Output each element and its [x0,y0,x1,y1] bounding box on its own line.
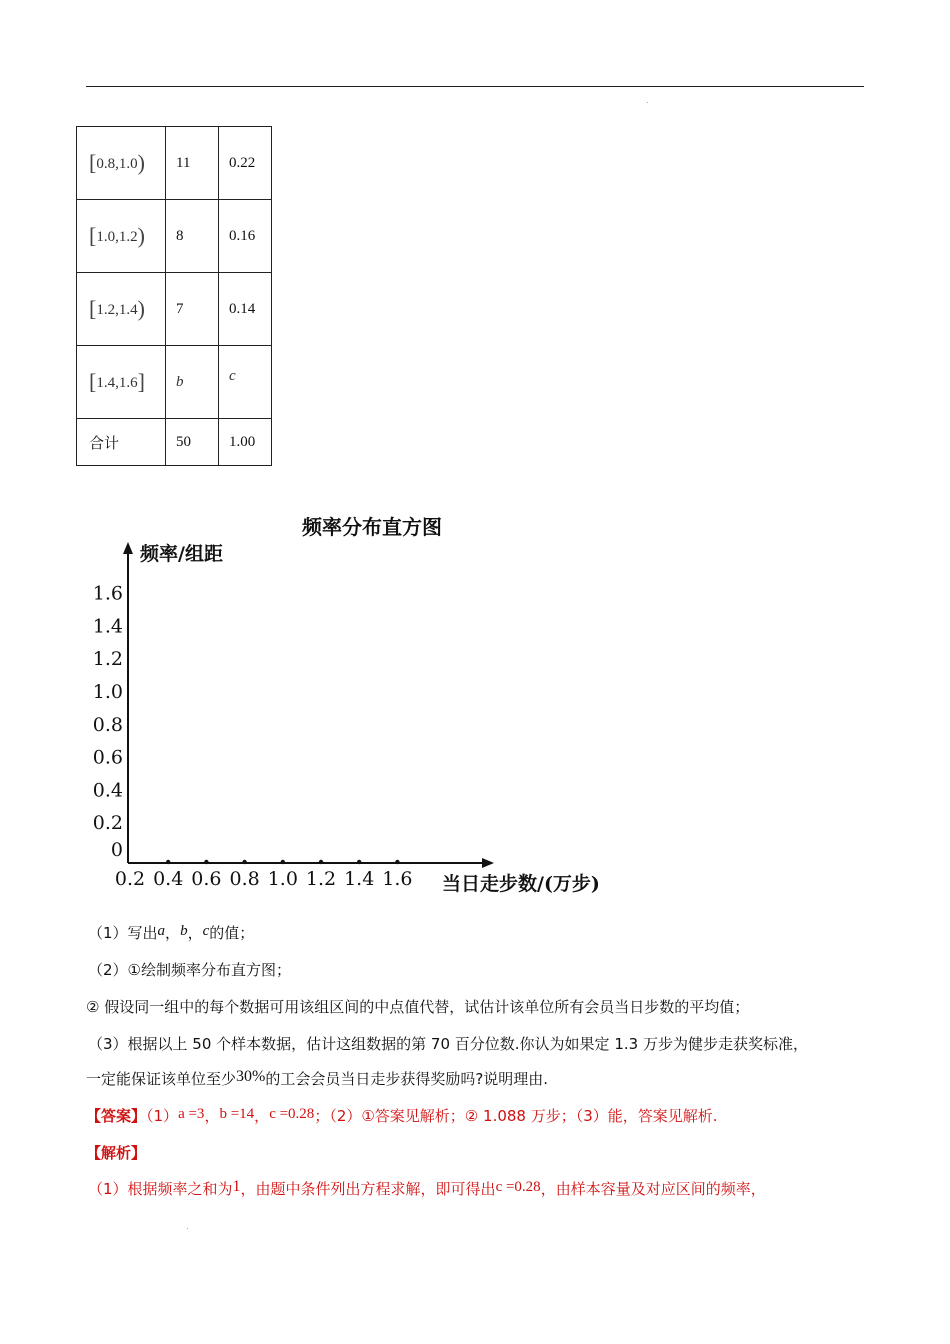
count-cell [166,127,219,200]
analysis-c: c =0.28 [495,1179,541,1195]
frequency-value: 0.16 [229,227,256,244]
x-axis-arrow [482,858,494,868]
x-tick-label: 0.8 [229,868,260,890]
y-tick-label: 0.6 [92,746,123,769]
interval-cell [77,346,166,419]
percent-30: 30% [236,1068,266,1085]
analysis-line1-suffix: ，由样本容量及对应区间的频率， [540,1180,766,1198]
x-tick-mark [319,860,323,864]
total-frequency: 1.00 [219,419,272,466]
answer-part1-prefix: （1） [146,1107,179,1125]
interval-cell [77,273,166,346]
answer-label: 【答案】 [86,1107,147,1125]
table-row [77,127,272,200]
header-dot: . [646,96,649,105]
var-b: b [180,923,188,939]
x-tick-mark [204,860,208,864]
x-tick-label: 1.2 [305,868,337,890]
x-tick-mark [357,860,361,864]
question-3-line1: （3）根据以上 50 个样本数据，估计这组数据的第 70 百分位数.你认为如果定 1.3 万步为健步走获奖标准， [88,1035,808,1053]
x-tick-label: 0.2 [114,868,146,890]
question-3-line2-suffix: 的工会会员当日走步获得奖励吗?说明理由. [265,1070,549,1088]
answer-b: b =14 [219,1106,255,1122]
interval-left-bracket: [ [89,150,97,175]
answer-rest: ；（2）①答案见解析；② 1.088 万步；（3）能，答案见解析. [314,1107,718,1125]
y-tick-label: 0.4 [92,779,123,802]
answer-sep1: ， [204,1107,220,1125]
interval-values: 1.0,1.2 [96,229,138,245]
analysis-label: 【解析】 [86,1144,147,1162]
table-row [77,273,272,346]
x-tick-label: 1.6 [382,868,413,890]
interval-left-bracket: [ [89,369,97,394]
analysis-line1-mid: ，由题中条件列出方程求解，即可得出 [240,1180,496,1198]
y-tick-label: 0 [110,839,123,861]
question-3-line2-prefix: 一定能保证该单位至少 [86,1070,237,1088]
question-1-sep2: ， [187,924,203,942]
interval-left-bracket: [ [89,223,97,248]
frequency-table [76,126,272,466]
total-label: 合计 [77,419,166,466]
x-tick-mark [281,860,285,864]
count-value: b [176,373,184,390]
y-tick-label: 1.0 [92,681,123,703]
frequency-cell [219,346,272,419]
frequency-value: 0.14 [229,300,256,317]
question-3-line2 [86,1068,548,1091]
count-value: 7 [176,300,184,317]
question-1-suffix: 的值； [209,924,255,942]
x-tick-label: 0.6 [191,868,222,890]
analysis-line1 [88,1178,766,1201]
y-axis-label: 频率/组距 [140,543,223,565]
x-tick-label: 1.0 [267,868,298,890]
interval-left-bracket: [ [89,296,97,321]
frequency-value: c [229,367,236,384]
x-axis-label: 当日走步数/(万步) [442,873,600,895]
x-tick-label: 0.4 [153,868,184,890]
frequency-cell [219,200,272,273]
count-value: 11 [176,154,191,171]
table-total-row [77,419,272,466]
interval-right-bracket: ) [137,223,145,248]
answer-sep2: ， [254,1107,270,1125]
answer-c: c =0.28 [269,1106,315,1122]
interval-values: 1.4,1.6 [96,375,138,391]
question-2: （2）①绘制频率分布直方图； [88,961,291,979]
answer-line [86,1105,718,1128]
y-tick-label: 1.6 [92,582,123,605]
interval-cell [77,200,166,273]
total-count: 50 [166,419,219,466]
frequency-histogram [80,500,660,900]
interval-right-bracket: ) [137,150,145,175]
y-tick-label: 0.2 [92,812,123,835]
var-c: c [202,923,210,939]
frequency-cell [219,127,272,200]
interval-right-bracket: ] [137,369,145,394]
x-tick-mark [166,860,170,864]
x-tick-label: 1.4 [344,868,375,890]
question-1 [88,922,254,945]
question-1-prefix: （1）写出 [88,924,158,942]
header-rule [86,86,864,87]
y-tick-label: 1.4 [92,615,123,638]
frequency-cell [219,273,272,346]
question-1-sep1: ， [165,924,181,942]
interval-values: 0.8,1.0 [96,156,138,172]
count-cell [166,273,219,346]
interval-values: 1.2,1.4 [96,302,138,318]
frequency-value: 0.22 [229,154,256,171]
footer-dot: . [186,1222,189,1231]
count-cell [166,346,219,419]
x-tick-mark [395,860,399,864]
count-cell [166,200,219,273]
analysis-one: 1 [232,1178,241,1195]
interval-right-bracket: ) [137,296,145,321]
y-tick-label: 1.2 [92,648,123,671]
histogram-title: 频率分布直方图 [302,515,442,539]
table-row [77,200,272,273]
var-a: a [157,923,166,939]
y-axis-arrow [123,542,133,554]
y-tick-label: 0.8 [92,713,123,736]
table-row [77,346,272,419]
count-value: 8 [176,227,184,244]
analysis-line1-prefix: （1）根据频率之和为 [88,1180,233,1198]
interval-cell [77,127,166,200]
question-2b: ② 假设同一组中的每个数据可用该组区间的中点值代替，试估计该单位所有会员当日步数的平均值； [86,998,750,1016]
x-tick-mark [242,860,246,864]
answer-a: a =3 [178,1106,205,1122]
